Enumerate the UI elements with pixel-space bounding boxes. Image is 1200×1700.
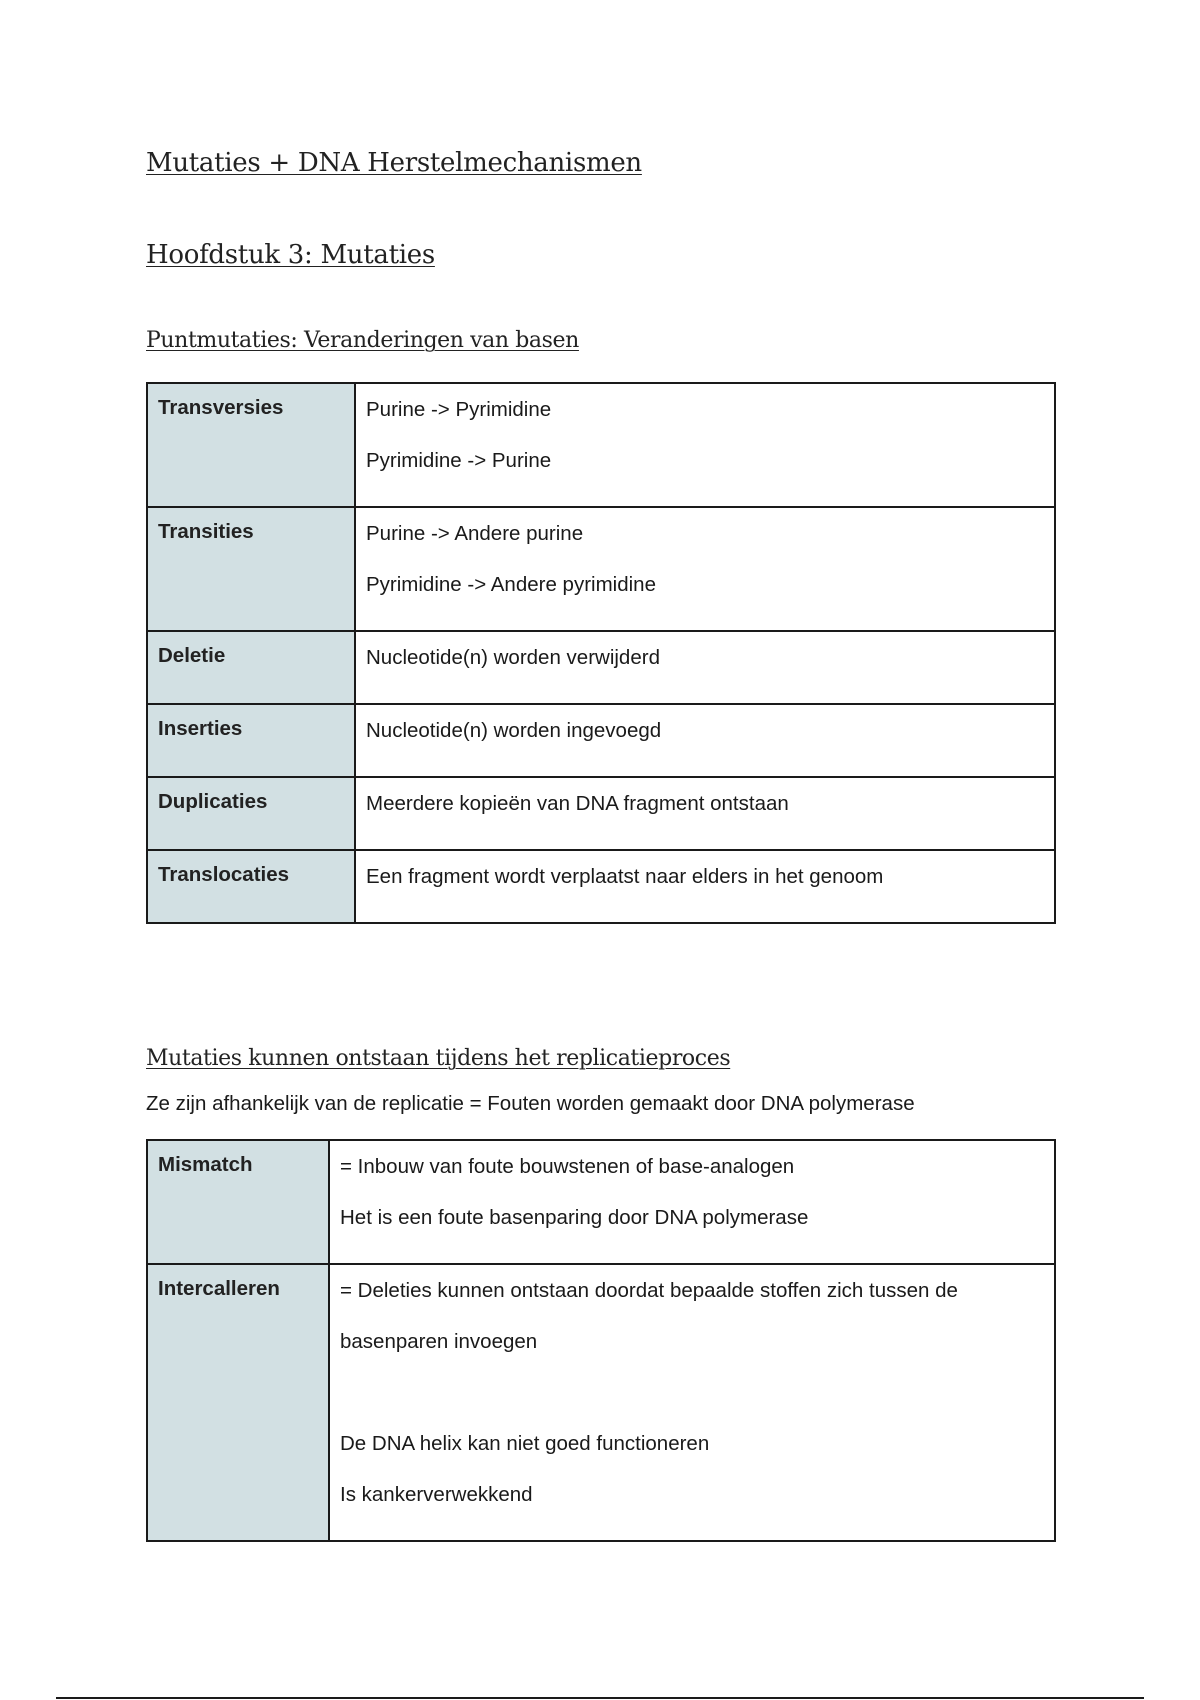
description-line: Pyrimidine -> Andere pyrimidine xyxy=(366,573,656,596)
row-description xyxy=(355,383,1055,507)
blank-line xyxy=(340,1367,1044,1418)
row-label: Translocaties xyxy=(147,850,355,923)
row-description xyxy=(329,1264,1055,1541)
table-row xyxy=(147,777,1055,850)
table-row xyxy=(147,631,1055,704)
row-label: Duplicaties xyxy=(147,777,355,850)
document-title: Mutaties + DNA Herstelmechanismen xyxy=(146,148,642,178)
row-label: Deletie xyxy=(147,631,355,704)
description-line: = Inbouw van foute bouwstenen of base-analogen xyxy=(340,1155,795,1178)
row-label: Transities xyxy=(147,507,355,631)
description-line: Purine -> Andere purine xyxy=(366,522,584,545)
table-row xyxy=(147,850,1055,923)
description-line: Nucleotide(n) worden verwijderd xyxy=(366,646,660,669)
description-line: = Deleties kunnen ontstaan doordat bepaalde stoffen zich tussen de xyxy=(340,1279,958,1302)
description-line: Nucleotide(n) worden ingevoegd xyxy=(366,719,662,742)
description-line: Purine -> Pyrimidine xyxy=(366,398,552,421)
table-row xyxy=(147,1264,1055,1541)
row-description xyxy=(329,1140,1055,1264)
description-line: Het is een foute basenparing door DNA polymerase xyxy=(340,1206,809,1229)
description-line: Een fragment wordt verplaatst naar elders in het genoom xyxy=(366,865,884,888)
description-line: Is kankerverwekkend xyxy=(340,1483,533,1506)
table-row xyxy=(147,383,1055,507)
replication-intro-text: Ze zijn afhankelijk van de replicatie = Fouten worden gemaakt door DNA polymerase xyxy=(146,1092,915,1115)
replication-mutations-table xyxy=(146,1139,1056,1542)
point-mutations-table xyxy=(146,382,1056,924)
page-bottom-rule xyxy=(56,1697,1144,1699)
description-line: basenparen invoegen xyxy=(340,1330,538,1353)
table-row xyxy=(147,1140,1055,1264)
description-line: De DNA helix kan niet goed functioneren xyxy=(340,1432,710,1455)
section-heading-point-mutations: Puntmutaties: Veranderingen van basen xyxy=(146,328,579,353)
row-description xyxy=(355,777,1055,850)
row-label: Transversies xyxy=(147,383,355,507)
row-label: Intercalleren xyxy=(147,1264,329,1541)
row-label: Mismatch xyxy=(147,1140,329,1264)
row-label: Inserties xyxy=(147,704,355,777)
table-row xyxy=(147,507,1055,631)
row-description xyxy=(355,704,1055,777)
row-description xyxy=(355,631,1055,704)
row-description xyxy=(355,507,1055,631)
table-row xyxy=(147,704,1055,777)
row-description xyxy=(355,850,1055,923)
description-line: Pyrimidine -> Purine xyxy=(366,449,552,472)
section-heading-replication: Mutaties kunnen ontstaan tijdens het replicatieproces xyxy=(146,1046,731,1071)
chapter-heading: Hoofdstuk 3: Mutaties xyxy=(146,240,435,270)
description-line: Meerdere kopieën van DNA fragment ontstaan xyxy=(366,792,789,815)
